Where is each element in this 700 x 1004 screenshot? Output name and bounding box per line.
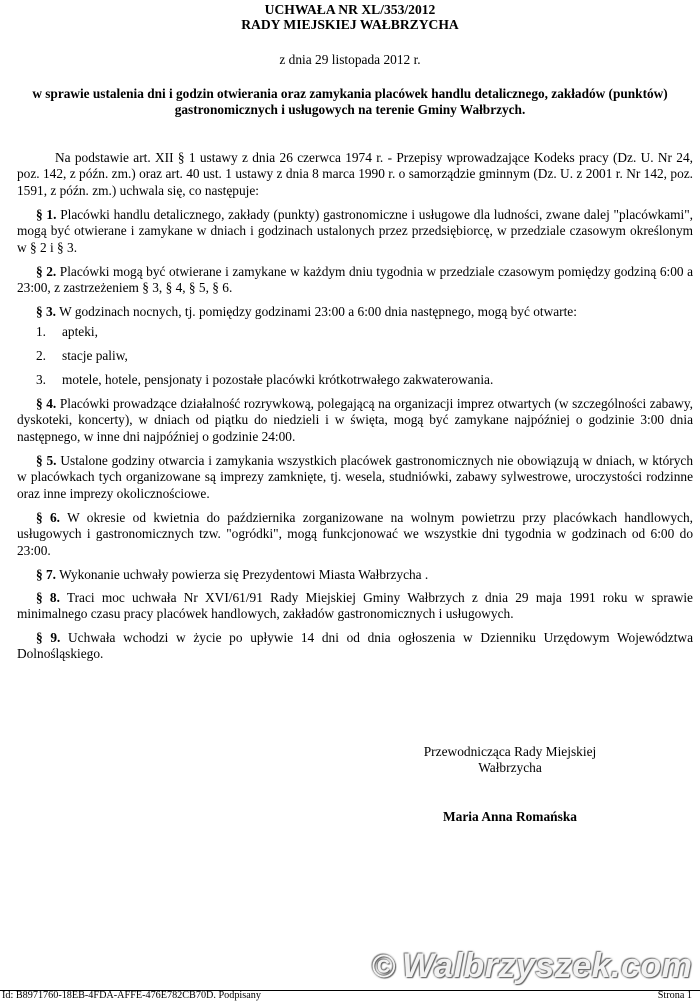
- site-watermark: [372, 946, 694, 986]
- section-sign: § 5.: [36, 453, 57, 468]
- section-7: [17, 567, 693, 583]
- preamble-text: Na podstawie art. XII § 1 ustawy z dnia 26 czerwca 1974 r. - Przepisy wprowadzające Kodeks pracy (Dz. U. Nr 24, poz. 142, z późn. zm.) oraz art. 40 ust. 1 ustawy z dnia 8 marca 1990 r. o samorządzie gminnym (Dz. U. z 2001 r. Nr 142, poz. 1591, z późn. zm.) uchwala się, co następuje:: [17, 150, 693, 198]
- list-item: [36, 348, 128, 364]
- section-text: W okresie od kwietnia do października zorganizowane na wolnym powietrzu przy placówkach handlowych, usługowych i gastronomicznych tzw. "ogródki", mogą funkcjonować we wszystkie dni tygodnia w godzinach od 6:00 do 23:00.: [17, 510, 693, 558]
- section-sign: § 9.: [36, 630, 61, 645]
- section-text: Uchwała wchodzi w życie po upływie 14 dni od dnia ogłoszenia w Dzienniku Urzędowym Województwa Dolnośląskiego.: [17, 630, 693, 662]
- list-item-number: 1.: [36, 324, 47, 339]
- section-text: Placówki handlu detalicznego, zakłady (punkty) gastronomiczne i usługowe dla ludności, zwane dalej "placówkami", mogą być otwierane i zamykane w dniach i godzinach ustalonych przez przedsiębiorcę, w przedziale czasowym określonym w § 2 i § 3.: [17, 207, 693, 255]
- document-id: Id: B8971760-18EB-4FDA-AFFE-476E782CB70D. Podpisany: [2, 990, 261, 1001]
- section-sign: § 6.: [36, 510, 61, 525]
- section-sign: § 8.: [36, 590, 60, 605]
- section-6: [17, 510, 693, 559]
- section-text: Ustalone godziny otwarcia i zamykania wszystkich placówek gastronomicznych nie obowiązują w dniach, w których w placówkach tych organizowane są imprezy zamknięte, tj. wesela, studniówki, zabawy sylwestrowe, uroczystości rodzinne oraz inne imprezy okolicznościowe.: [17, 453, 694, 501]
- list-item-number: 3.: [36, 372, 47, 387]
- list-item-text: apteki,: [62, 324, 98, 339]
- copyright-icon: ©: [372, 947, 397, 984]
- signatory-name: Maria Anna Romańska: [443, 809, 577, 824]
- list-item-text: motele, hotele, pensjonaty i pozostałe placówki krótkotrwałego zakwaterowania.: [62, 372, 494, 387]
- preamble: [17, 150, 693, 199]
- section-8: [17, 590, 693, 623]
- section-1: [17, 207, 693, 256]
- section-text: Wykonanie uchwały powierza się Prezydentowi Miasta Wałbrzycha .: [59, 567, 429, 582]
- list-item: [36, 372, 493, 388]
- section-9: [17, 630, 693, 663]
- signature-role-line: Wałbrzycha: [478, 760, 542, 775]
- section-5: [17, 453, 693, 502]
- list-item-number: 2.: [36, 348, 47, 363]
- signature-role-line: Przewodnicząca Rady Miejskiej: [423, 744, 597, 759]
- list-item: [36, 324, 98, 340]
- signature-role: [380, 744, 640, 776]
- section-2: [17, 264, 693, 297]
- resolution-number: UCHWAŁA NR XL/353/2012: [264, 2, 436, 17]
- section-3: [17, 304, 693, 320]
- council-name: RADY MIEJSKIEJ WAŁBRZYCHA: [241, 17, 459, 32]
- section-text: Traci moc uchwała Nr XVI/61/91 Rady Miejskiej Gminy Wałbrzych z dnia 29 maja 1991 roku w sprawie minimalnego czasu pracy placówek handlowych, zakładów gastronomicznych i usługowych.: [17, 590, 693, 622]
- section-sign: § 1.: [36, 207, 57, 222]
- section-sign: § 4.: [36, 396, 57, 411]
- page-number: Strona 1: [657, 990, 692, 1001]
- section-4: [17, 396, 693, 445]
- section-text: Placówki prowadzące działalność rozrywkową, polegającą na organizacji imprez otwartych (w szczególności zabawy, dyskoteki, koncerty), w dniach od piątku do niedzieli i w święta, mogą być zamykane najpóźniej o godzinie 3:00 dnia następnego, w inne dni najpóźniej o godzinie 24:00.: [17, 396, 693, 444]
- section-sign: § 2.: [36, 264, 57, 279]
- section-sign: § 7.: [36, 567, 57, 582]
- resolution-date: z dnia 29 listopada 2012 r.: [279, 52, 421, 67]
- section-text: W godzinach nocnych, tj. pomiędzy godzinami 23:00 a 6:00 dnia następnego, mogą być otwarte:: [59, 304, 577, 319]
- watermark-text: Walbrzyszek.com: [402, 946, 693, 985]
- section-text: Placówki mogą być otwierane i zamykane w każdym dniu tygodnia w przedziale czasowym pomiędzy godziną 6:00 a 23:00, z zastrzeżeniem § 3, § 4, § 5, § 6.: [17, 264, 694, 296]
- resolution-subject: w sprawie ustalenia dni i godzin otwierania oraz zamykania placówek handlu detalicznego, zakładów (punktów) gastronomicznych i usługowych na terenie Gminy Wałbrzych.: [32, 86, 668, 117]
- section-sign: § 3.: [36, 304, 57, 319]
- list-item-text: stacje paliw,: [62, 348, 128, 363]
